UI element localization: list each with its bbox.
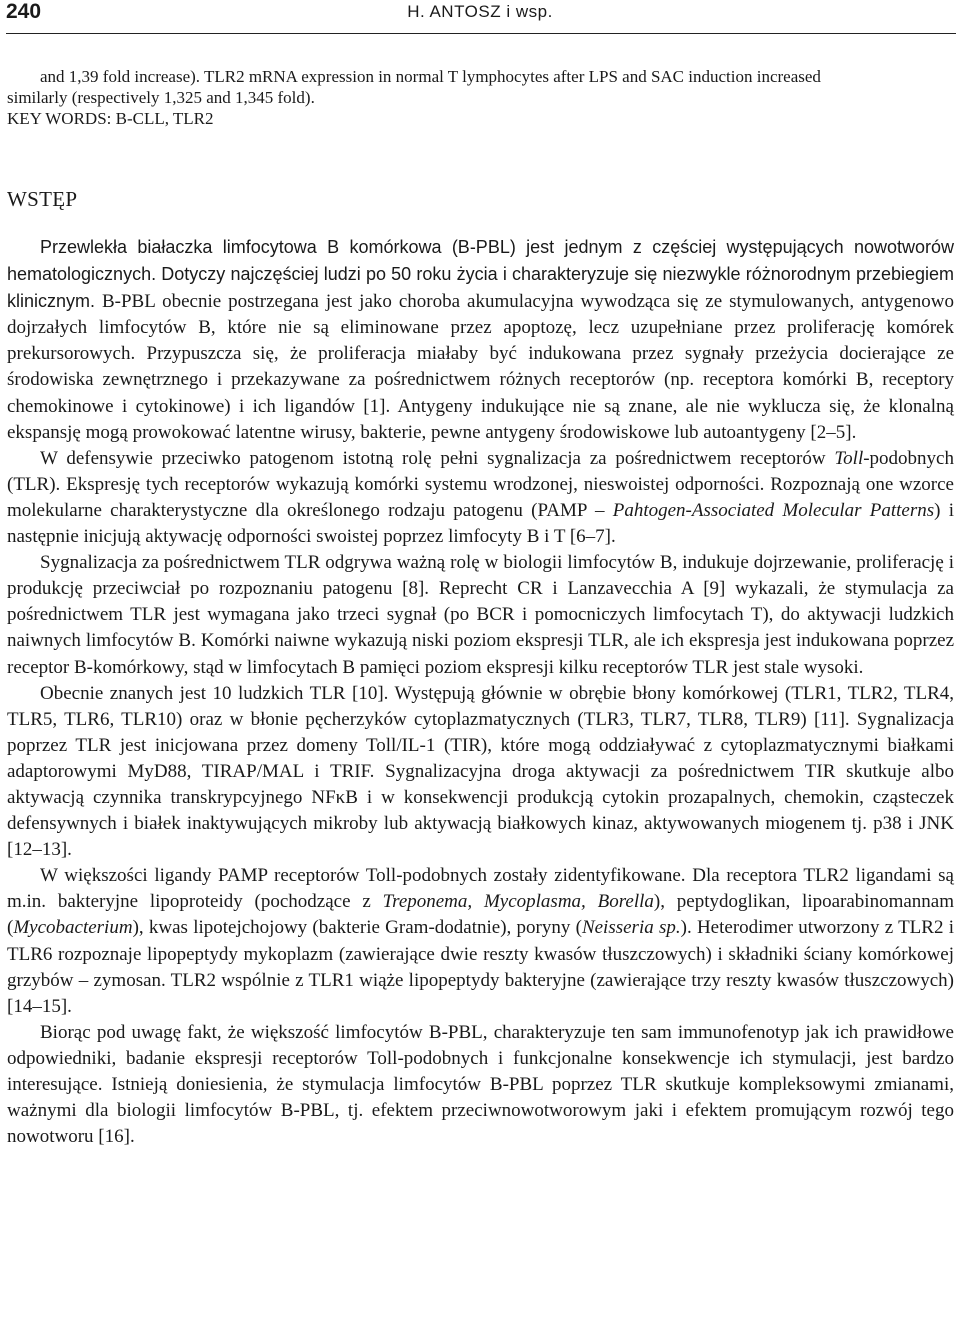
paragraph-5: W większości ligandy PAMP receptorów Toll-podobnych zostały zidentyfikowane. Dla receptora TLR2 ligandami są m.in. bakteryjne lipoproteidy (pochodzące z Treponema, Mycoplasma, Borella), peptydoglikan, lipoarabinomannam (Mycobacterium), kwas lipotejchojowy (bakterie Gram-dodatnie), poryny (Neisseria sp.). Heterodimer utworzony z TLR2 i TLR6 rozpoznaje lipopeptydy mykoplazm (zawierające dwie reszty kwasów tłuszczowych) i składniki ściany komórkowej grzybów – zymosan. TLR2 wspólnie z TLR1 wiąże lipopeptydy bakteryjne (zawierające trzy reszty kwasów tłuszczowych) [14–15]. bbox=[7, 865, 955, 1017]
abstract-line-1: and 1,39 fold increase). TLR2 mRNA expression in normal T lymphocytes after LPS and SAC induction increased bbox=[40, 67, 821, 86]
page-number: 240 bbox=[6, 0, 42, 23]
section-title: WSTĘP bbox=[7, 187, 78, 211]
paragraph-1: Przewlekła białaczka limfocytowa B komórkowa (B-PBL) jest jednym z częściej występujących nowotworów hematologicznych. Dotyczy najczęściej ludzi po 50 roku życia i charakteryzuje się niezwykle różnorodnym przebiegiem klinicznym. B-PBL obecnie postrzegana jest jako choroba akumulacyjna wywodząca się ze stymulowanych, antygenowo dojrzałych limfocytów B, które nie są eliminowane przez apoptozę, lecz uzupełniane przez proliferację komórek prekursorowych. Przypuszcza się, że proliferacja miałaby być indukowana przez sygnały przeżycia docierające ze środowiska zewnętrznego i przekazywane za pośrednictwem różnych receptorów (np. receptora komórki B, receptory chemokinowe i cytokinowe) i ich ligandów [1]. Antygeny indukujące nie są znane, ale nie wyklucza się, że klonalną ekspansję mogą prowokować latentne wirusy, bakterie, pewne antygeny środowiskowe lub autoantygeny [2–5]. bbox=[7, 237, 954, 443]
paragraph-2: W defensywie przeciwko patogenom istotną rolę pełni sygnalizacja za pośrednictwem receptorów Toll-podobnych (TLR). Ekspresję tych receptorów wykazują komórki systemu wrodzonej, nieswoistej odporności. Rozpoznają one wzorce molekularne charakterystyczne dla określonego rodzaju patogenu (PAMP – Pahtogen-Associated Molecular Patterns) i następnie inicjują aktywację odporności swoistej poprzez limfocyty B i T [6–7]. bbox=[7, 447, 955, 548]
running-head: H. ANTOSZ i wsp. bbox=[407, 2, 553, 21]
page-header bbox=[0, 0, 960, 32]
paragraph-4: Obecnie znanych jest 10 ludzkich TLR [10]. Występują głównie w obrębie błony komórkowej (TLR1, TLR2, TLR4, TLR5, TLR6, TLR10) oraz w błonie pęcherzyków cytoplazmatycznych (TLR3, TLR7, TLR8, TLR9) [11]. Sygnalizacja poprzez TLR jest inicjowana przez domeny Toll/IL-1 (TIR), które mogą oddziaływać z cytoplazmatycznymi białkami adaptorowymi MyD88, TIRAP/MAL i TRIF. Sygnalizacyjna droga aktywacji za pośrednictwem TIR skutkuje albo aktywacją czynnika transkrypcyjnego NFκB i w konsekwencji produkcją cytokin prozapalnych, chemokin, cząsteczek defensywnych i białek inaktywujących mikroby lub aktywacją białkowych kinaz, aktywowanych miogenem tj. p38 i JNK [12–13]. bbox=[7, 682, 954, 861]
paragraph-3: Sygnalizacja za pośrednictwem TLR odgrywa ważną rolę w biologii limfocytów B, indukuje dojrzewanie, proliferację i produkcję przeciwciał po rozpoznaniu patogenu [8]. Reprecht CR i Lanzavecchia A [9] wykazali, że stymulacja za pośrednictwem TLR jest wymagana jako trzeci sygnał (po BCR i pomocniczych limfocytach T), do aktywacji ludzkich naiwnych limfocytów B. Komórki naiwne wykazują niski poziom ekspresji TLR, ale ich ekspresja jest indukowana poprzez receptor B-komórkowy, stąd w limfocytach B pamięci poziom ekspresji kilku receptorów TLR jest stale wysoki. bbox=[7, 552, 954, 678]
abstract-line-2: similarly (respectively 1,325 and 1,345 fold). bbox=[7, 88, 315, 107]
page-body bbox=[7, 66, 954, 1150]
keywords: KEY WORDS: B-CLL, TLR2 bbox=[7, 109, 214, 128]
paragraph-6: Biorąc pod uwagę fakt, że większość limfocytów B-PBL, charakteryzuje ten sam immunofenotyp jak ich prawidłowe odpowiedniki, badanie ekspresji receptorów Toll-podobnych i funkcjonalne konsekwencje ich stymulacji, jest bardzo interesujące. Istnieją doniesienia, że stymulacja limfocytów B-PBL poprzez TLR skutkuje kompleksowymi zmianami, ważnymi dla biologii limfocytów B-PBL, tj. efektem przeciwnowotworowym jaki i efektem promującym rozwój tego nowotworu [16]. bbox=[7, 1021, 954, 1148]
header-rule bbox=[6, 33, 956, 34]
